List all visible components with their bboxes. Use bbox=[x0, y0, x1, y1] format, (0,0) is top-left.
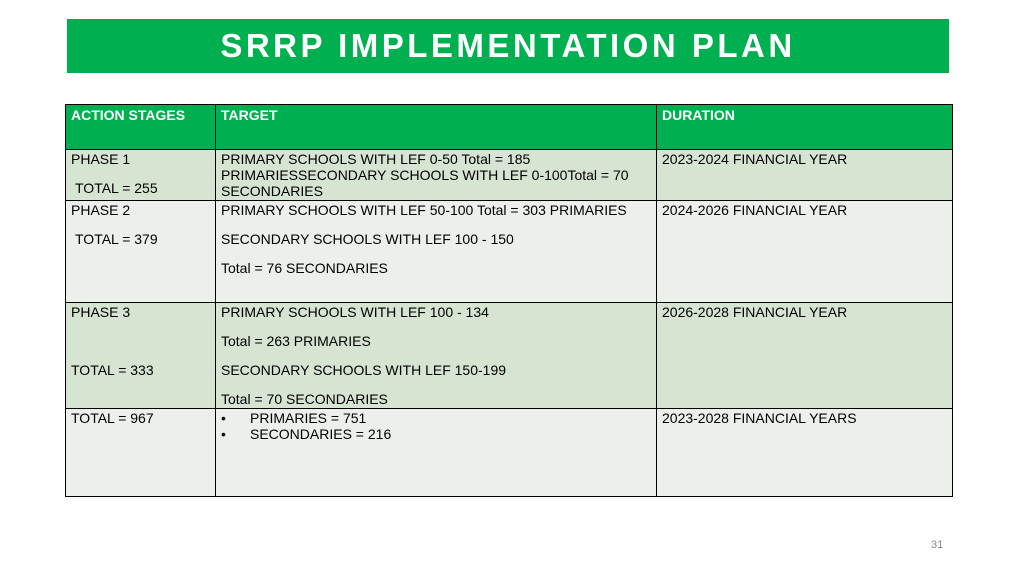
duration-cell: 2023-2024 FINANCIAL YEAR bbox=[657, 150, 953, 201]
table-row-phase-2 bbox=[66, 201, 953, 303]
stage-cell bbox=[66, 303, 216, 409]
stage-label: PHASE 3 bbox=[71, 304, 131, 320]
title-banner bbox=[67, 19, 949, 73]
target-line: SECONDARY SCHOOLS WITH LEF 100 - 150 bbox=[221, 231, 514, 247]
bullet-text: PRIMARIES = 751 bbox=[250, 410, 367, 426]
target-line: SECONDARY SCHOOLS WITH LEF 150-199 bbox=[221, 362, 507, 378]
target-line: PRIMARY SCHOOLS WITH LEF 100 - 134 bbox=[221, 304, 489, 320]
target-cell bbox=[216, 150, 657, 201]
duration-cell: 2023-2028 FINANCIAL YEARS bbox=[657, 409, 953, 497]
target-line: PRIMARY SCHOOLS WITH LEF 0-50 Total = 185 bbox=[221, 151, 531, 167]
table-row-phase-1 bbox=[66, 150, 953, 201]
bullet-text: SECONDARIES = 216 bbox=[250, 426, 392, 442]
target-cell bbox=[216, 201, 657, 303]
stage-total: TOTAL = 379 bbox=[75, 231, 158, 247]
duration-cell: 2026-2028 FINANCIAL YEAR bbox=[657, 303, 953, 409]
stage-cell bbox=[66, 409, 216, 497]
duration-cell: 2024-2026 FINANCIAL YEAR bbox=[657, 201, 953, 303]
header-action-stages: ACTION STAGES bbox=[66, 105, 216, 150]
stage-cell bbox=[66, 201, 216, 303]
target-line: Total = 70 SECONDARIES bbox=[221, 391, 388, 407]
bullet-icon: • bbox=[221, 426, 226, 442]
slide-title: SRRP IMPLEMENTATION PLAN bbox=[220, 27, 796, 64]
target-line: Total = 263 PRIMARIES bbox=[221, 333, 371, 349]
implementation-plan-table bbox=[65, 104, 953, 497]
target-line: Total = 76 SECONDARIES bbox=[221, 260, 388, 276]
table-row-phase-3 bbox=[66, 303, 953, 409]
stage-label: PHASE 2 bbox=[71, 202, 131, 218]
target-cell bbox=[216, 409, 657, 497]
stage-total: TOTAL = 255 bbox=[75, 180, 158, 196]
bullet-icon: • bbox=[221, 410, 226, 426]
list-item bbox=[221, 410, 651, 426]
stage-total: TOTAL = 967 bbox=[71, 410, 154, 426]
stage-cell bbox=[66, 150, 216, 201]
target-cell bbox=[216, 303, 657, 409]
header-duration: DURATION bbox=[657, 105, 953, 150]
list-item bbox=[221, 426, 651, 442]
target-line: PRIMARIESSECONDARY SCHOOLS WITH LEF 0-100Total = 70 SECONDARIES bbox=[221, 167, 629, 199]
target-line: PRIMARY SCHOOLS WITH LEF 50-100 Total = 303 PRIMARIES bbox=[221, 202, 627, 218]
stage-total: TOTAL = 333 bbox=[71, 362, 154, 378]
table-header-row bbox=[66, 105, 953, 150]
stage-label: PHASE 1 bbox=[71, 151, 131, 167]
header-target: TARGET bbox=[216, 105, 657, 150]
bullet-list bbox=[221, 410, 651, 442]
page-number: 31 bbox=[931, 539, 944, 551]
table-row-total bbox=[66, 409, 953, 497]
